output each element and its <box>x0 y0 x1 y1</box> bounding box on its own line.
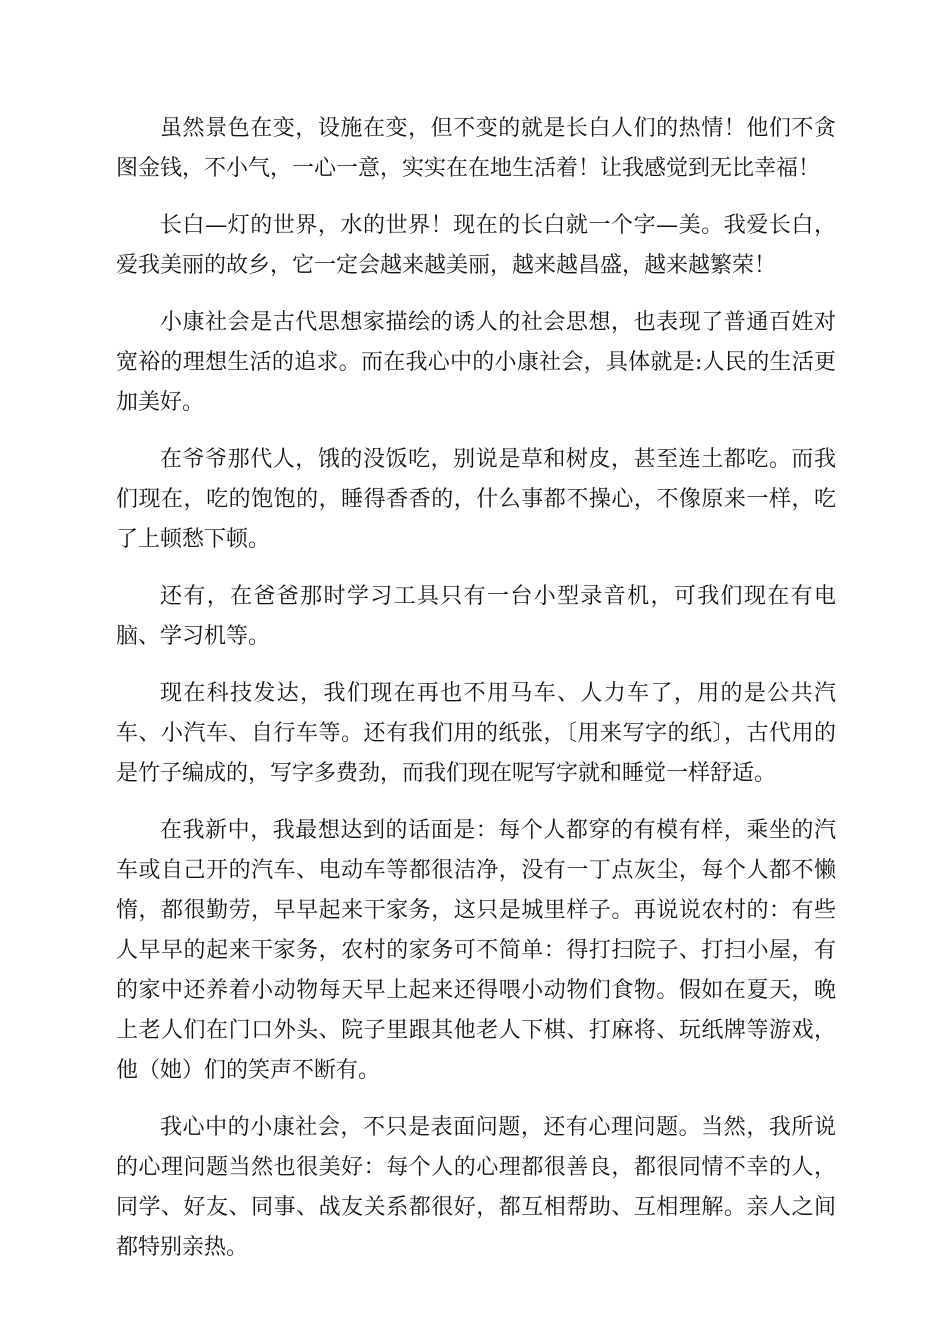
document-body <box>116 109 836 1285</box>
paragraph-7: 在我新中，我最想达到的话面是：每个人都穿的有模有样，乘坐的汽车或自己开的汽车、电动车等都很洁净，没有一丁点灰尘，每个人都不懒惰，都很勤劳，早早起来干家务，这只是城里样子。再说说农村的：有些人早早的起来干家务，农村的家务可不简单：得打扫院子、打扫小屋，有的家中还养着小动物每天早上起来还得喂小动物们食物。假如在夏天，晚上老人们在门口外头、院子里跟其他老人下棋、打麻将、玩纸牌等游戏，他（她）们的笑声不断有。 <box>116 818 836 1083</box>
paragraph-8: 我心中的小康社会，不只是表面问题，还有心理问题。当然，我所说的心理问题当然也很美好：每个人的心理都很善良，都很同情不幸的人，同学、好友、同事、战友关系都很好，都互相帮助、互相理解。亲人之间都特别亲热。 <box>116 1115 836 1260</box>
paragraph-6: 现在科技发达，我们现在再也不用马车、人力车了，用的是公共汽车、小汽车、自行车等。还有我们用的纸张，〔用来写字的纸〕，古代用的是竹子编成的，写字多费劲，而我们现在呢写字就和睡觉一样舒适。 <box>116 681 836 786</box>
paragraph-5: 还有，在爸爸那时学习工具只有一台小型录音机，可我们现在有电脑、学习机等。 <box>116 584 836 649</box>
paragraph-1: 虽然景色在变，设施在变，但不变的就是长白人们的热情！他们不贪图金钱，不小气，一心一意，实实在在地生活着！让我感觉到无比幸福！ <box>116 116 836 181</box>
paragraph-2: 长白—灯的世界，水的世界！现在的长白就一个字—美。我爱长白，爱我美丽的故乡，它一定会越来越美丽，越来越昌盛，越来越繁荣！ <box>116 213 836 278</box>
paragraph-4: 在爷爷那代人，饿的没饭吃，别说是草和树皮，甚至连土都吃。而我们现在，吃的饱饱的，睡得香香的，什么事都不操心，不像原来一样，吃了上顿愁下顿。 <box>116 447 836 552</box>
paragraph-3: 小康社会是古代思想家描绘的诱人的社会思想，也表现了普通百姓对宽裕的理想生活的追求。而在我心中的小康社会，具体就是:人民的生活更加美好。 <box>116 310 836 415</box>
